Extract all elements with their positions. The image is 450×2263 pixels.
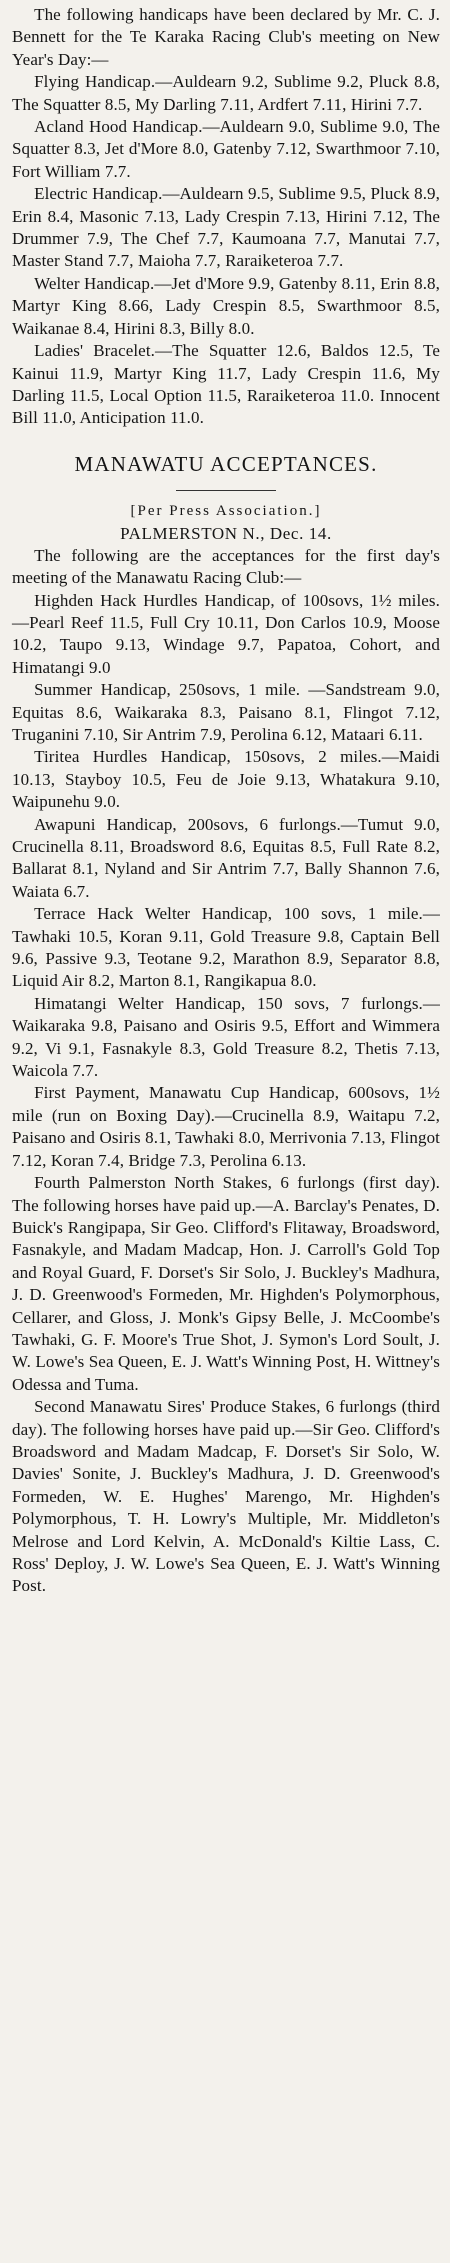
acland-hood-handicap: Acland Hood Handicap.—Auldearn 9.0, Sublime 9.0, The Squatter 8.3, Jet d'More 8.0, Gatenby 7.12, Swarthmoor 7.10, Fort William 7.7. bbox=[12, 117, 440, 181]
heading-divider bbox=[176, 490, 276, 491]
terrace-hack-welter: Terrace Hack Welter Handicap, 100 sovs, 1 mile.—Tawhaki 10.5, Koran 9.11, Gold Treasure 9.8, Captain Bell 9.6, Passive 9.3, Teotane 9.2, Marathon 8.9, Separator 8.8, Liquid Air 8.2, Marton 8.1, Rangikapua 8.0. bbox=[12, 904, 440, 991]
highden-hack-hurdles: Highden Hack Hurdles Handicap, of 100sovs, 1½ miles.—Pearl Reef 11.5, Full Cry 10.11, Don Carlos 10.9, Moose 10.2, Taupo 9.13, Windage 9.7, Papatoa, Cohort, and Himatangi 9.0 bbox=[12, 590, 440, 677]
awapuni-handicap: Awapuni Handicap, 200sovs, 6 furlongs.—Tumut 9.0, Crucinella 8.11, Broadsword 8.6, Equitas 8.5, Full Rate 8.2, Ballarat 8.1, Nyland and Sir Antrim 7.7, Bally Shannon 7.6, Waiata 6.7. bbox=[12, 814, 440, 901]
press-credit: [Per Press Association.] bbox=[130, 502, 322, 519]
acceptances-intro: The following are the acceptances for the first day's meeting of the Manawatu Racing Club:— bbox=[12, 545, 440, 588]
manawatu-cup-payment: First Payment, Manawatu Cup Handicap, 600sovs, 1½ mile (run on Boxing Day).—Crucinella 8.9, Waitapu 7.2, Paisano and Osiris 8.1, Tawhaki 8.0, Merrivonia 7.13, Flingot 7.12, Koran 7.4, Bridge 7.3, Perolina 6.13. bbox=[12, 1083, 440, 1170]
tiritea-hurdles: Tiritea Hurdles Handicap, 150sovs, 2 miles.—Maidi 10.13, Stayboy 10.5, Feu de Joie 9.13, Whatakura 9.10, Waipunehu 9.0. bbox=[12, 747, 440, 812]
welter-handicap: Welter Handicap.—Jet d'More 9.9, Gatenby 8.11, Erin 8.8, Martyr King 8.66, Lady Crespin 8.5, Swarthmoor 8.5, Waikanae 8.4, Hirini 8.3, Billy 8.0. bbox=[12, 273, 440, 338]
himatangi-welter: Himatangi Welter Handicap, 150 sovs, 7 furlongs.—Waikaraka 9.8, Paisano and Osiris 9.5, Effort and Wimmera 9.2, Vi 9.1, Fasnakyle 8.3, Gold Treasure 8.2, Thetis 7.13, Waicola 7.7. bbox=[12, 993, 440, 1081]
sires-produce-stakes: Second Manawatu Sires' Produce Stakes, 6 furlongs (third day). The following horses have paid up.—Sir Geo. Clifford's Broadsword and Madam Madcap, F. Dorset's Sir Solo, W. Davies' Sonite, J. Buckley's Madhura, J. D. Greenwood's Formeden, W. E. Hughes' Marengo, Mr. Highden's Polymorphous, T. H. Lowry's Multiple, Mr. Middleton's Melrose and Lord Kelvin, A. McDonald's Kiltie Lass, C. Ross' Deploy, J. W. Lowe's Sea Queen, E. J. Watt's Winning Post. bbox=[12, 1397, 440, 1596]
section-heading: MANAWATU ACCEPTANCES. bbox=[74, 451, 378, 476]
electric-handicap: Electric Handicap.—Auldearn 9.5, Sublime 9.5, Pluck 8.9, Erin 8.4, Masonic 7.13, Lady Crespin 7.13, Hirini 7.12, The Drummer 7.9, The Chef 7.7, Kaumoana 7.7, Manutai 7.7, Master Stand 7.7, Maioha 7.7, Raraiketeroa 7.7. bbox=[12, 184, 440, 271]
summer-handicap: Summer Handicap, 250sovs, 1 mile. —Sandstream 9.0, Equitas 8.6, Waikaraka 8.3, Paisano 8.1, Flingot 7.12, Truganini 7.10, Sir Antrim 7.9, Perolina 6.12, Mataari 6.11. bbox=[12, 680, 440, 744]
dateline: PALMERSTON N., Dec. 14. bbox=[120, 523, 332, 543]
intro-paragraph: The following handicaps have been declared by Mr. C. J. Bennett for the Te Karaka Racing Club's meeting on New Year's Day:— bbox=[12, 5, 440, 69]
flying-handicap: Flying Handicap.—Auldearn 9.2, Sublime 9.2, Pluck 8.8, The Squatter 8.5, My Darling 7.11, Ardfert 7.11, Hirini 7.7. bbox=[12, 72, 440, 114]
ladies-bracelet: Ladies' Bracelet.—The Squatter 12.6, Baldos 12.5, Te Kainui 11.9, Martyr King 11.7, Lady Crespin 11.6, My Darling 11.5, Local Option 11.5, Raraiketeroa 11.0. Innocent Bill 11.0, Anticipation 11.0. bbox=[12, 341, 440, 428]
palmerston-north-stakes: Fourth Palmerston North Stakes, 6 furlongs (first day). The following horses have paid up.—A. Barclay's Penates, D. Buick's Rangipapa, Sir Geo. Clifford's Flitaway, Broadsword, Fasnakyle, and Madam Madcap, Hon. J. Carroll's Gold Top and Royal Guard, F. Dorset's Sir Solo, J. Buckley's Madhura, J. D. Greenwood's Formeden, Mr. Highden's Polymorphous, Cellarer, and Gloss, J. Monk's Gipsy Belle, J. McCoombe's Tawhaki, G. F. Moore's True Shot, J. Symon's Lord Soult, J. W. Lowe's Sea Queen, E. J. Watt's Winning Post, H. Wittney's Odessa and Tuma. bbox=[12, 1173, 440, 1394]
